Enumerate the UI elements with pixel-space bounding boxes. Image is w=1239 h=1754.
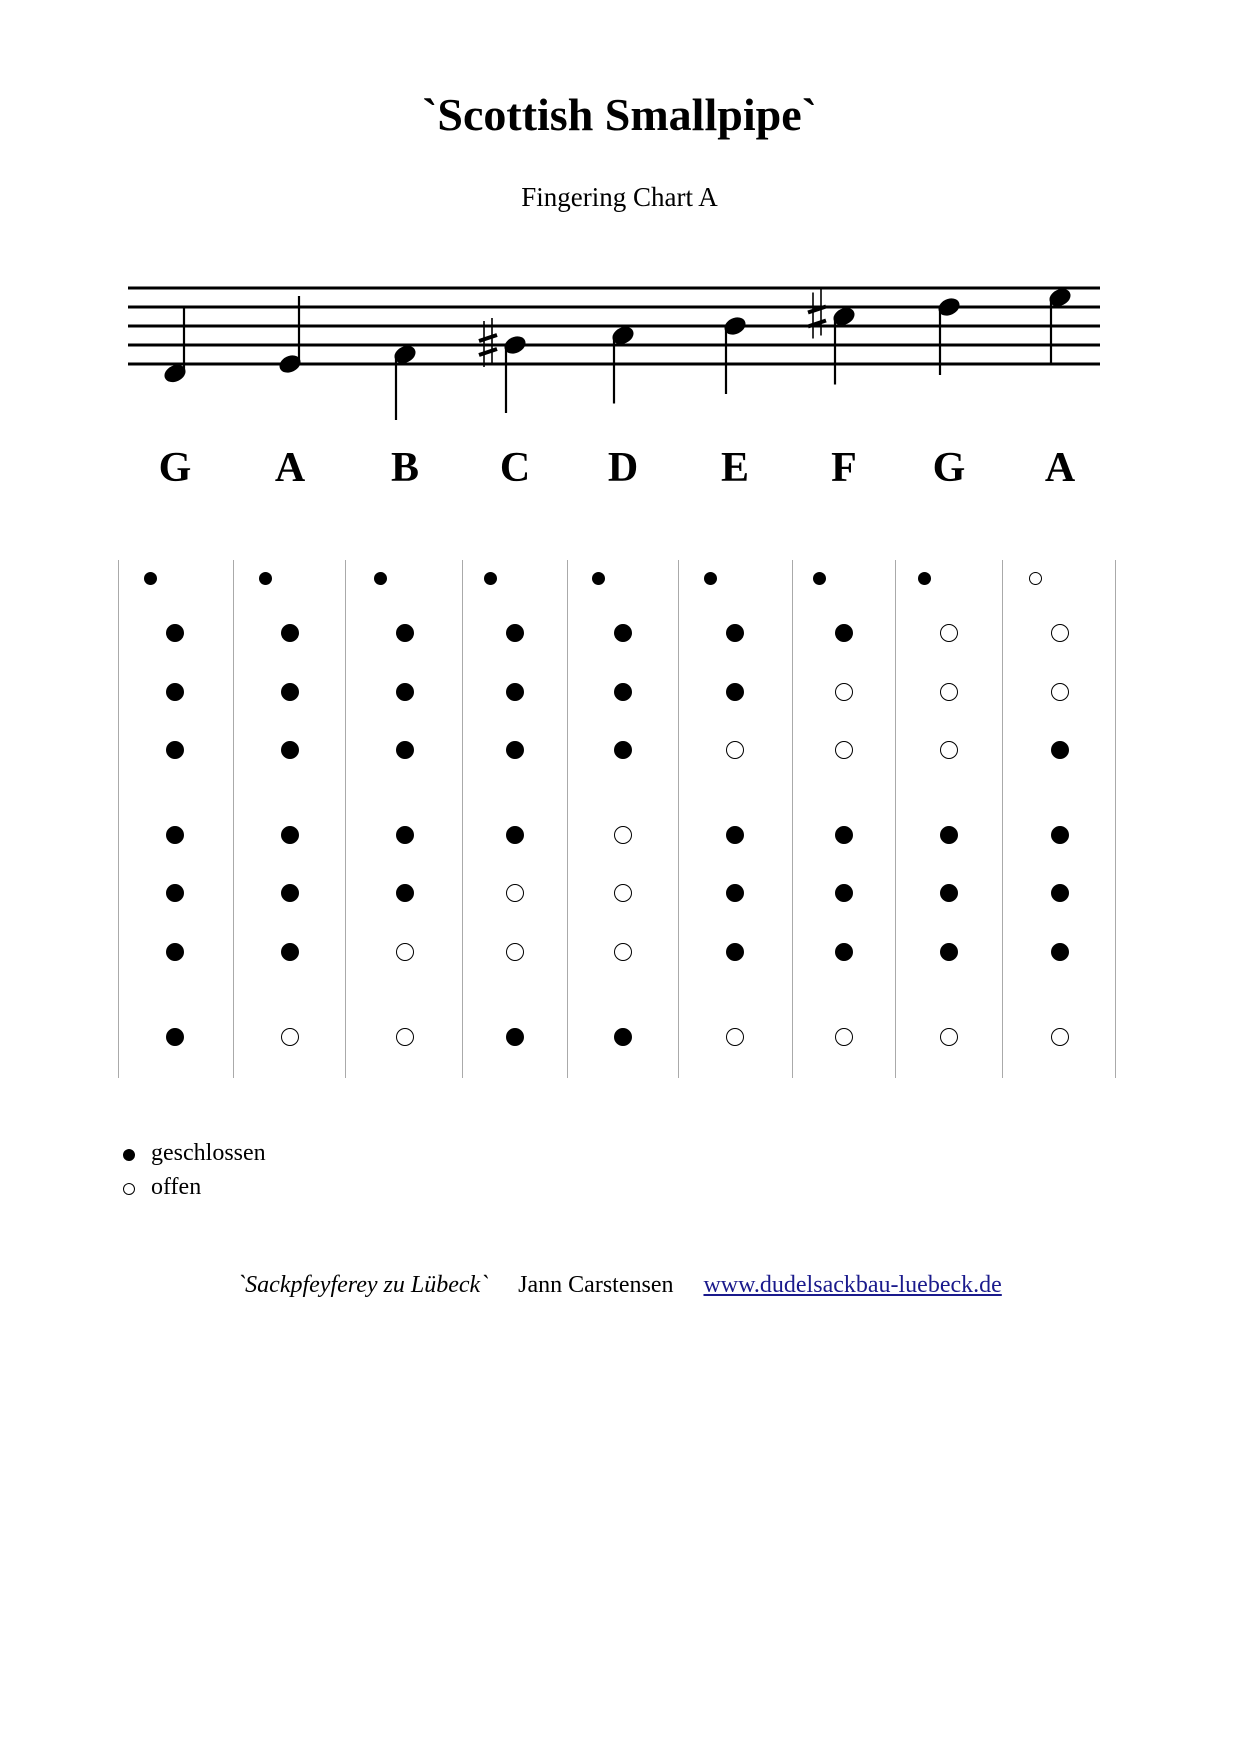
closed-hole-icon <box>726 683 744 701</box>
column-divider <box>792 560 793 1078</box>
closed-hole-icon <box>281 943 299 961</box>
legend-open-label: offen <box>151 1174 202 1200</box>
closed-hole-icon <box>835 624 853 642</box>
closed-hole-icon <box>259 572 272 585</box>
closed-hole-icon <box>166 826 184 844</box>
closed-hole-icon <box>835 943 853 961</box>
open-hole-icon <box>506 943 524 961</box>
closed-hole-icon <box>726 884 744 902</box>
column-divider <box>118 560 119 1078</box>
page-subtitle: Fingering Chart A <box>521 182 718 212</box>
column-divider <box>233 560 234 1078</box>
closed-hole-icon <box>396 884 414 902</box>
open-hole-icon <box>835 741 853 759</box>
closed-hole-icon <box>506 826 524 844</box>
open-hole-icon <box>614 943 632 961</box>
closed-hole-icon <box>614 624 632 642</box>
closed-hole-icon <box>396 826 414 844</box>
closed-hole-icon <box>144 572 157 585</box>
open-hole-icon <box>1051 624 1069 642</box>
column-divider <box>678 560 679 1078</box>
open-hole-icon <box>396 1028 414 1046</box>
closed-hole-icon <box>704 572 717 585</box>
closed-hole-icon <box>726 943 744 961</box>
open-hole-icon <box>1051 683 1069 701</box>
closed-hole-icon <box>396 741 414 759</box>
note-name-d: D <box>607 445 639 491</box>
open-hole-icon <box>281 1028 299 1046</box>
closed-hole-icon <box>166 683 184 701</box>
closed-hole-icon <box>726 624 744 642</box>
closed-hole-icon <box>506 683 524 701</box>
open-hole-icon <box>614 826 632 844</box>
closed-hole-icon <box>166 624 184 642</box>
closed-hole-icon <box>506 624 524 642</box>
note-name-e: E <box>720 445 749 491</box>
closed-hole-icon <box>166 943 184 961</box>
open-hole-icon <box>614 884 632 902</box>
closed-hole-icon <box>813 572 826 585</box>
note-name-b: B <box>390 445 419 491</box>
open-hole-icon <box>1051 1028 1069 1046</box>
closed-hole-icon <box>396 624 414 642</box>
footer-author: Jann Carstensen <box>518 1272 674 1298</box>
closed-hole-icon <box>374 572 387 585</box>
open-hole-icon <box>506 884 524 902</box>
closed-hole-icon <box>166 741 184 759</box>
note-name-c: C <box>499 445 531 491</box>
closed-hole-icon <box>614 741 632 759</box>
closed-hole-icon <box>484 572 497 585</box>
sharp-icon <box>808 290 826 339</box>
closed-hole-icon <box>918 572 931 585</box>
column-divider <box>1115 560 1116 1078</box>
music-staff <box>0 0 1239 420</box>
closed-hole-icon <box>1051 943 1069 961</box>
open-hole-icon <box>940 683 958 701</box>
column-divider <box>1002 560 1003 1078</box>
column-divider <box>462 560 463 1078</box>
page-title: `Scottish Smallpipe` <box>422 89 817 140</box>
note-name-a: A <box>274 445 306 491</box>
closed-hole-icon <box>506 741 524 759</box>
open-hole-icon <box>726 1028 744 1046</box>
column-divider <box>567 560 568 1078</box>
open-hole-icon <box>940 624 958 642</box>
open-hole-icon <box>123 1183 135 1195</box>
open-hole-icon <box>396 943 414 961</box>
open-hole-icon <box>835 1028 853 1046</box>
note-name-f: F <box>831 445 857 491</box>
closed-hole-icon <box>166 1028 184 1046</box>
closed-hole-icon <box>396 683 414 701</box>
closed-hole-icon <box>940 943 958 961</box>
note-name-a: A <box>1044 445 1076 491</box>
open-hole-icon <box>940 741 958 759</box>
closed-hole-icon <box>281 741 299 759</box>
footer <box>0 1272 1239 1299</box>
column-divider <box>895 560 896 1078</box>
closed-hole-icon <box>940 826 958 844</box>
open-hole-icon <box>726 741 744 759</box>
closed-hole-icon <box>281 683 299 701</box>
closed-hole-icon <box>281 624 299 642</box>
closed-hole-icon <box>835 826 853 844</box>
closed-hole-icon <box>614 683 632 701</box>
note-name-g: G <box>932 445 966 491</box>
closed-hole-icon <box>1051 884 1069 902</box>
open-hole-icon <box>835 683 853 701</box>
footer-website-link[interactable]: www.dudelsackbau-luebeck.de <box>703 1272 1002 1298</box>
open-hole-icon <box>1029 572 1042 585</box>
closed-hole-icon <box>726 826 744 844</box>
closed-hole-icon <box>506 1028 524 1046</box>
open-hole-icon <box>940 1028 958 1046</box>
closed-hole-icon <box>1051 741 1069 759</box>
closed-hole-icon <box>835 884 853 902</box>
closed-hole-icon <box>940 884 958 902</box>
closed-hole-icon <box>1051 826 1069 844</box>
column-divider <box>345 560 346 1078</box>
closed-hole-icon <box>592 572 605 585</box>
closed-hole-icon <box>614 1028 632 1046</box>
closed-hole-icon <box>166 884 184 902</box>
closed-hole-icon <box>281 826 299 844</box>
footer-workshop: `Sackpfeyferey zu Lübeck` <box>237 1272 489 1298</box>
closed-hole-icon <box>281 884 299 902</box>
legend-closed-label: geschlossen <box>151 1140 266 1166</box>
closed-hole-icon <box>123 1149 135 1161</box>
note-name-g: G <box>158 445 192 491</box>
